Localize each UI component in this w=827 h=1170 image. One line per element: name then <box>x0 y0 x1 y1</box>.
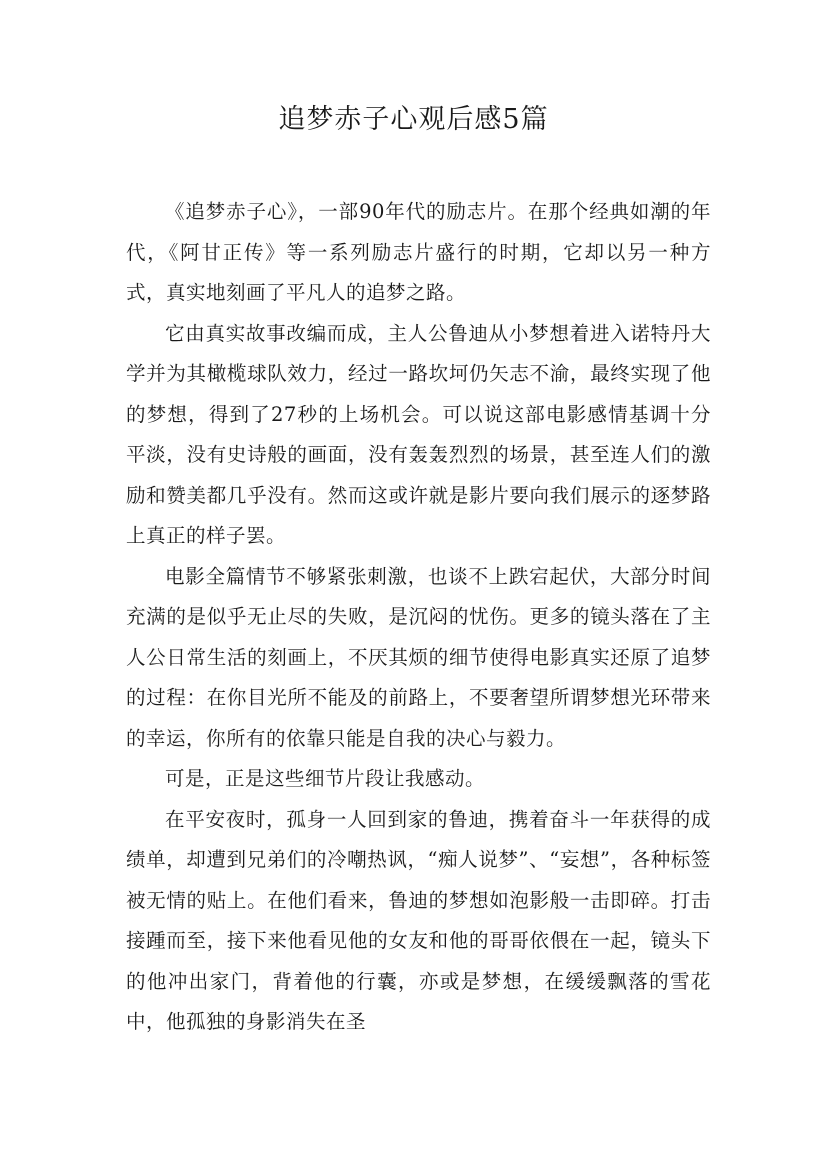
paragraph-plot: 电影全篇情节不够紧张刺激，也谈不上跌宕起伏，大部分时间充满的是似乎无止尽的失败，是沉闷的忧伤。更多的镜头落在了主人公日常生活的刻画上，不厌其烦的细节使得电影真实还原了追梦的过程：在你目光所不能及的前路上，不要奢望所谓梦想光环带来的幸运，你所有的依靠只能是自我的决心与毅力。 <box>126 564 711 750</box>
paragraph-story: 它由真实故事改编而成，主人公鲁迪从小梦想着进入诺特丹大学并为其橄榄球队效力，经过一路坎坷仍矢志不渝，最终实现了他的梦想，得到了27秒的上场机会。可以说这部电影感情基调十分平淡，没有史诗般的画面，没有轰轰烈烈的场景，甚至连人们的激励和赞美都几乎没有。然而这或许就是影片要向我们展示的逐梦路上真正的样子罢。 <box>126 321 711 547</box>
paragraph-intro: 《追梦赤子心》，一部90年代的励志片。在那个经典如潮的年代，《阿甘正传》等一系列励志片盛行的时期，它却以另一种方式，真实地刻画了平凡人的追梦之路。 <box>126 200 711 304</box>
document-body <box>126 192 711 1043</box>
paragraph-christmas-eve: 在平安夜时，孤身一人回到家的鲁迪，携着奋斗一年获得的成绩单，却遭到兄弟们的冷嘲热讽，“痴人说梦”、“妄想”，各种标签被无情的贴上。在他们看来，鲁迪的梦想如泡影般一击即碎。打击接踵而至，接下来他看见他的女友和他的哥哥依偎在一起，镜头下的他冲出家门，背着他的行囊，亦或是梦想，在缓缓飘落的雪花中，他孤独的身影消失在圣 <box>126 807 711 1033</box>
paragraph-moved: 可是，正是这些细节片段让我感动。 <box>165 767 486 790</box>
document-title: 追梦赤子心观后感5篇 <box>278 104 549 135</box>
